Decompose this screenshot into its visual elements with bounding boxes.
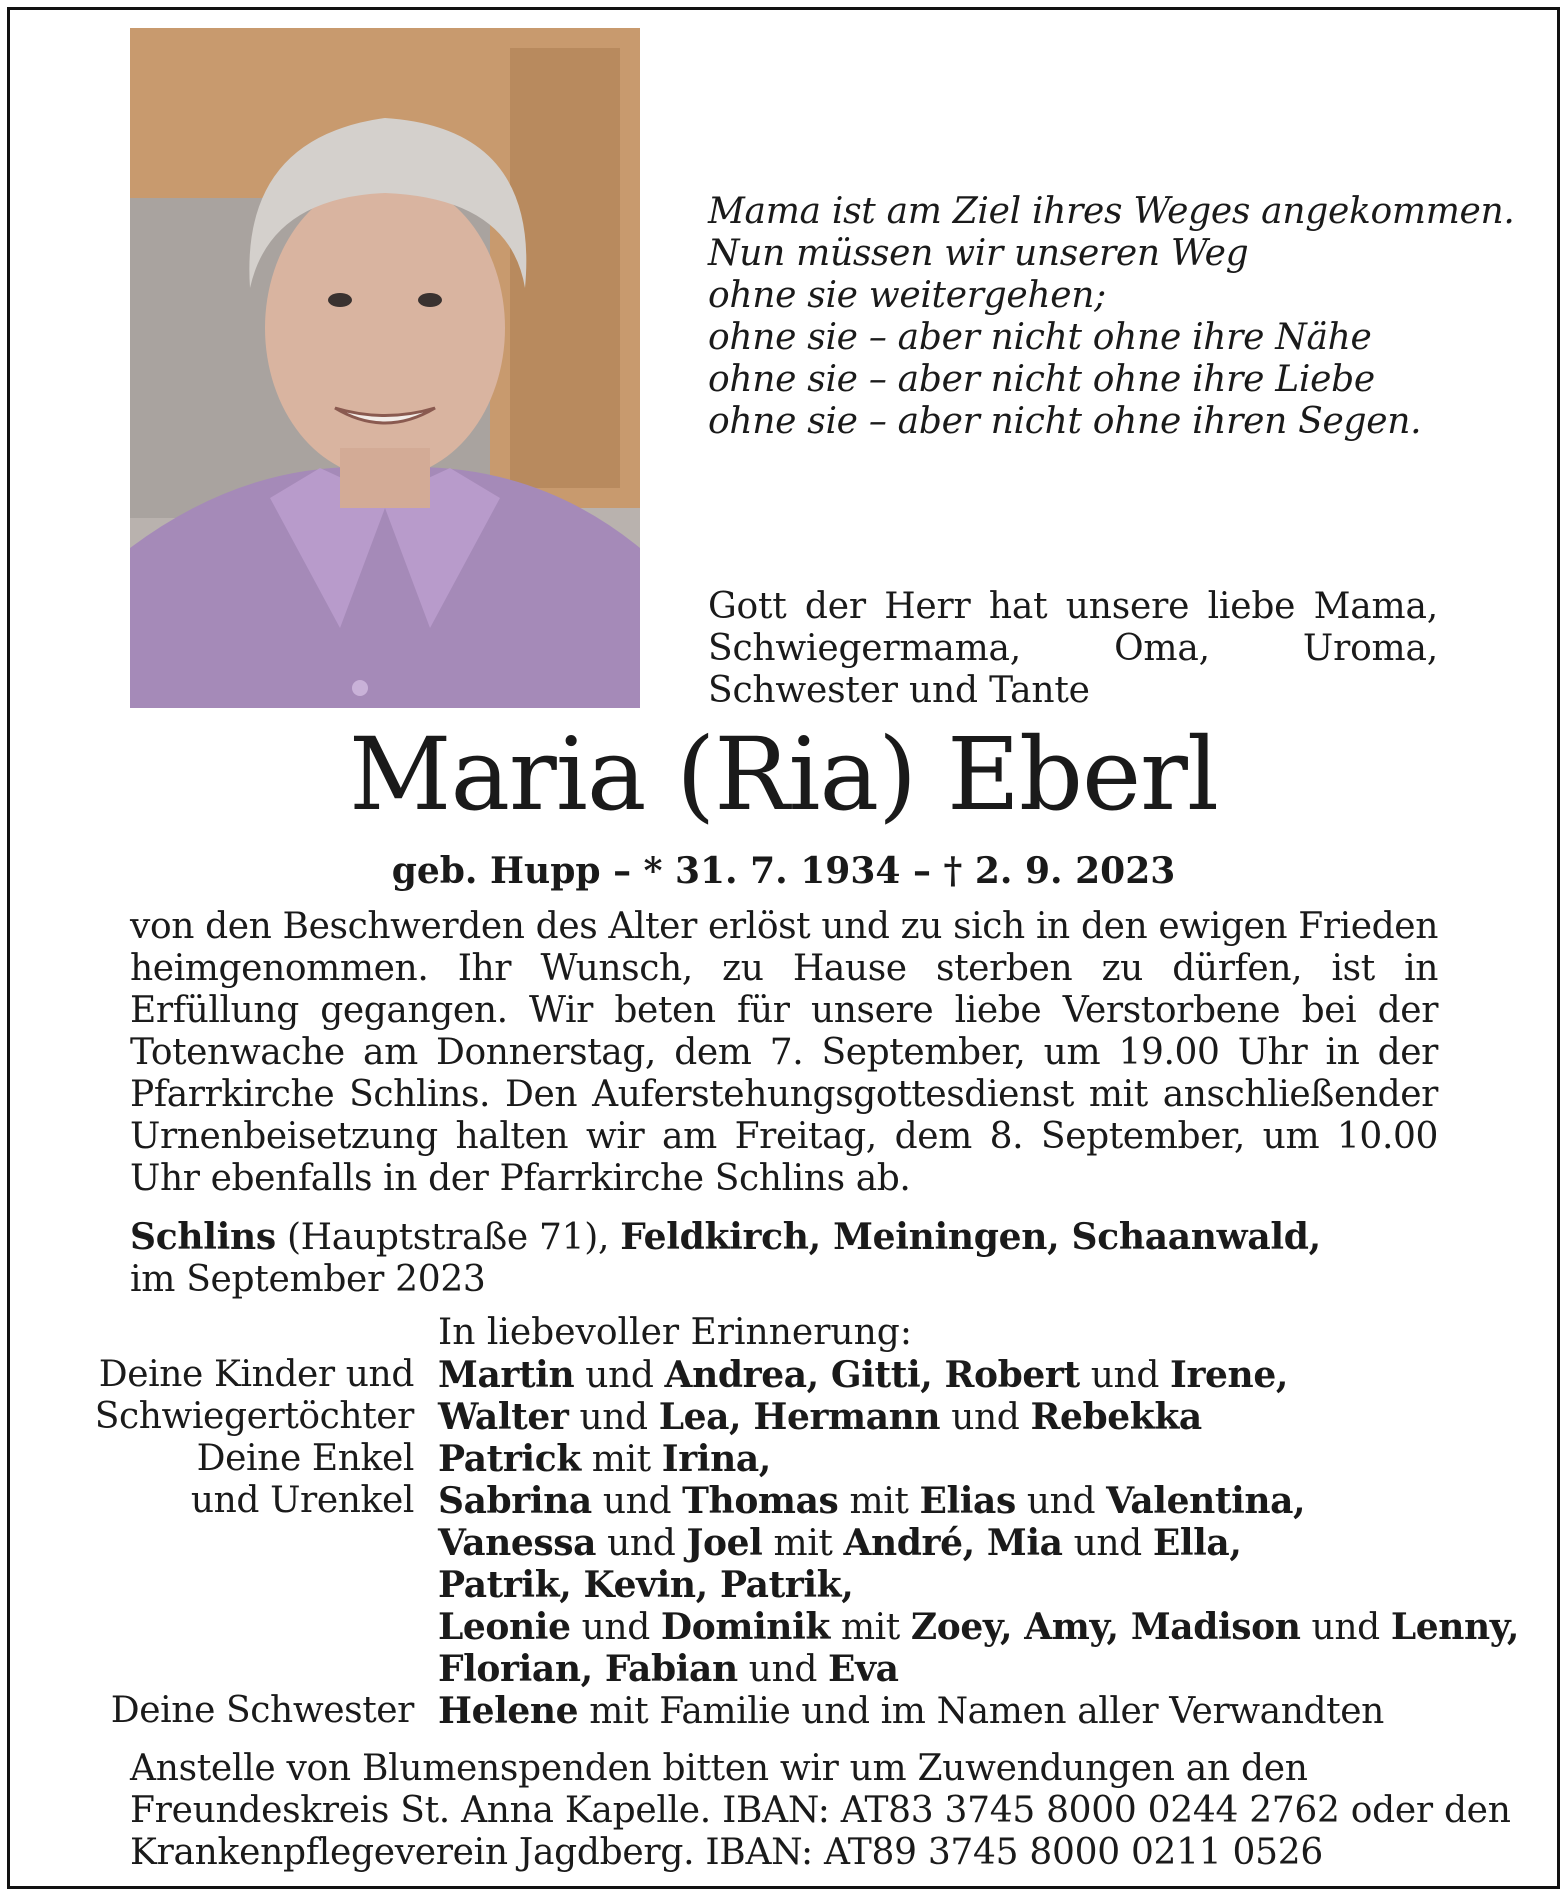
family-name: Thomas bbox=[682, 1480, 839, 1522]
place-town: Schlins bbox=[130, 1216, 276, 1258]
poem bbox=[708, 191, 1515, 443]
family-name: Patrick bbox=[438, 1438, 581, 1480]
family-row-label: Deine Enkel bbox=[196, 1438, 414, 1479]
family-row bbox=[0, 1522, 1567, 1564]
place-date: im September 2023 bbox=[130, 1259, 486, 1300]
poem-line: ohne sie – aber nicht ohne ihren Segen. bbox=[708, 401, 1422, 442]
family-row-label: Deine Kinder und bbox=[98, 1354, 414, 1395]
family-connector: mit Familie und im Namen aller Verwandten bbox=[578, 1691, 1384, 1732]
family-connector: und bbox=[591, 1481, 683, 1522]
poem-line: ohne sie – aber nicht ohne ihre Liebe bbox=[708, 359, 1375, 400]
family-row bbox=[0, 1396, 1567, 1438]
family-connector: und bbox=[570, 1607, 661, 1648]
family-name: Eva bbox=[828, 1648, 899, 1690]
family-name: Helene bbox=[438, 1690, 579, 1732]
family-connector: mit bbox=[762, 1523, 844, 1564]
deceased-name: Maria (Ria) Eberl bbox=[349, 716, 1218, 833]
family-row bbox=[0, 1690, 1567, 1732]
place-and-date bbox=[130, 1216, 1321, 1301]
family-name: Dominik bbox=[660, 1606, 830, 1648]
poem-line: Nun müssen wir unseren Weg bbox=[708, 233, 1249, 274]
portrait-photo bbox=[130, 28, 640, 708]
donation-line: Krankenpflegeverein Jagdberg. IBAN: AT89 3745 8000 0211 0526 bbox=[130, 1832, 1323, 1873]
family-row-names bbox=[438, 1354, 1288, 1397]
family-connector: und bbox=[1062, 1523, 1153, 1564]
poem-line: Mama ist am Ziel ihres Weges angekommen. bbox=[708, 191, 1515, 232]
family-name: Lea, Hermann bbox=[658, 1396, 941, 1438]
family-connector: und bbox=[1079, 1355, 1171, 1396]
family-name: Walter bbox=[438, 1396, 569, 1438]
portrait-illustration bbox=[130, 28, 640, 708]
family-connector: mit bbox=[838, 1481, 920, 1522]
family-row-label: Schwiegertöchter bbox=[94, 1396, 414, 1437]
family-row-names bbox=[438, 1564, 853, 1607]
family-name: Rebekka bbox=[1030, 1396, 1202, 1438]
family-connector: und bbox=[737, 1649, 829, 1690]
family-connector: und bbox=[1300, 1607, 1391, 1648]
family-row bbox=[0, 1438, 1567, 1480]
poem-line: ohne sie weitergehen; bbox=[708, 275, 1106, 316]
place-address: (Hauptstraße 71), bbox=[275, 1217, 621, 1258]
family-row bbox=[0, 1606, 1567, 1648]
family-connector: und bbox=[1015, 1481, 1107, 1522]
family-name: Andrea, Gitti, Robert bbox=[664, 1354, 1080, 1396]
family-connector: mit bbox=[829, 1607, 911, 1648]
family-name: Patrik, Kevin, Patrik, bbox=[438, 1564, 854, 1606]
face-shape bbox=[265, 178, 505, 478]
donation-line: Anstelle von Blumenspenden bitten wir um Zuwendungen an den bbox=[130, 1748, 1308, 1789]
family-name: Irina, bbox=[661, 1438, 771, 1480]
family-name: Elias bbox=[919, 1480, 1016, 1522]
family-connector: und bbox=[596, 1523, 687, 1564]
family-row-label: und Urenkel bbox=[190, 1480, 414, 1521]
donation-note bbox=[130, 1748, 1511, 1874]
family-row-names bbox=[438, 1522, 1242, 1565]
family-row-names bbox=[438, 1606, 1519, 1649]
family-name: Vanessa bbox=[438, 1522, 597, 1564]
family-connector: und bbox=[940, 1397, 1031, 1438]
family-row-names bbox=[438, 1396, 1202, 1439]
family-row-names bbox=[438, 1438, 771, 1481]
family-row bbox=[0, 1354, 1567, 1396]
family-connector: und bbox=[568, 1397, 659, 1438]
family-name: Martin bbox=[438, 1354, 575, 1396]
family-row-label: Deine Schwester bbox=[110, 1690, 414, 1731]
family-connector: mit bbox=[580, 1439, 662, 1480]
memory-heading: In liebevoller Erinnerung: bbox=[438, 1312, 912, 1353]
intro-text: Gott der Herr hat unsere liebe Mama, Schwiegermama, Oma, Uroma, Schwester und Tante bbox=[708, 586, 1438, 711]
family-name: Ella, bbox=[1152, 1522, 1242, 1564]
family-name: Leonie bbox=[438, 1606, 571, 1648]
family-name: Lenny, bbox=[1390, 1606, 1519, 1648]
family-row-names bbox=[438, 1690, 1384, 1733]
family-name: André, Mia bbox=[843, 1522, 1063, 1564]
family-name: Valentina, bbox=[1106, 1480, 1306, 1522]
family-connector: und bbox=[574, 1355, 665, 1396]
family-row-names bbox=[438, 1648, 899, 1691]
family-row bbox=[0, 1480, 1567, 1522]
family-name: Florian, Fabian bbox=[438, 1648, 738, 1690]
life-dates: geb. Hupp – * 31. 7. 1934 – † 2. 9. 2023 bbox=[391, 850, 1176, 892]
family-name: Zoey, Amy, Madison bbox=[910, 1606, 1301, 1648]
family-row-names bbox=[438, 1480, 1305, 1523]
family-row bbox=[0, 1564, 1567, 1606]
family-name: Joel bbox=[686, 1522, 763, 1564]
family-name: Sabrina bbox=[438, 1480, 592, 1522]
place-towns: Feldkirch, Meiningen, Schaanwald, bbox=[620, 1216, 1321, 1258]
family-row bbox=[0, 1648, 1567, 1690]
poem-line: ohne sie – aber nicht ohne ihre Nähe bbox=[708, 317, 1372, 358]
family-name: Irene, bbox=[1170, 1354, 1288, 1396]
donation-line: Freundeskreis St. Anna Kapelle. IBAN: AT83 3745 8000 0244 2762 oder den bbox=[130, 1790, 1511, 1831]
announcement-text: von den Beschwerden des Alter erlöst und zu sich in den ewigen Frieden heimgenommen. Ihr Wunsch, zu Hause sterben zu dürfen, ist in Erfüllung gegangen. Wir beten für unsere liebe Verstorbene bei der Totenwache am Donnerstag, dem 7. September, um 19.00 Uhr in der Pfarrkirche Schlins. Den Auferstehungsgottesdienst mit anschließender Urnenbeisetzung halten wir am Freitag, dem 8. September, um 10.00 Uhr ebenfalls in der Pfarrkirche Schlins ab. bbox=[130, 906, 1438, 1199]
